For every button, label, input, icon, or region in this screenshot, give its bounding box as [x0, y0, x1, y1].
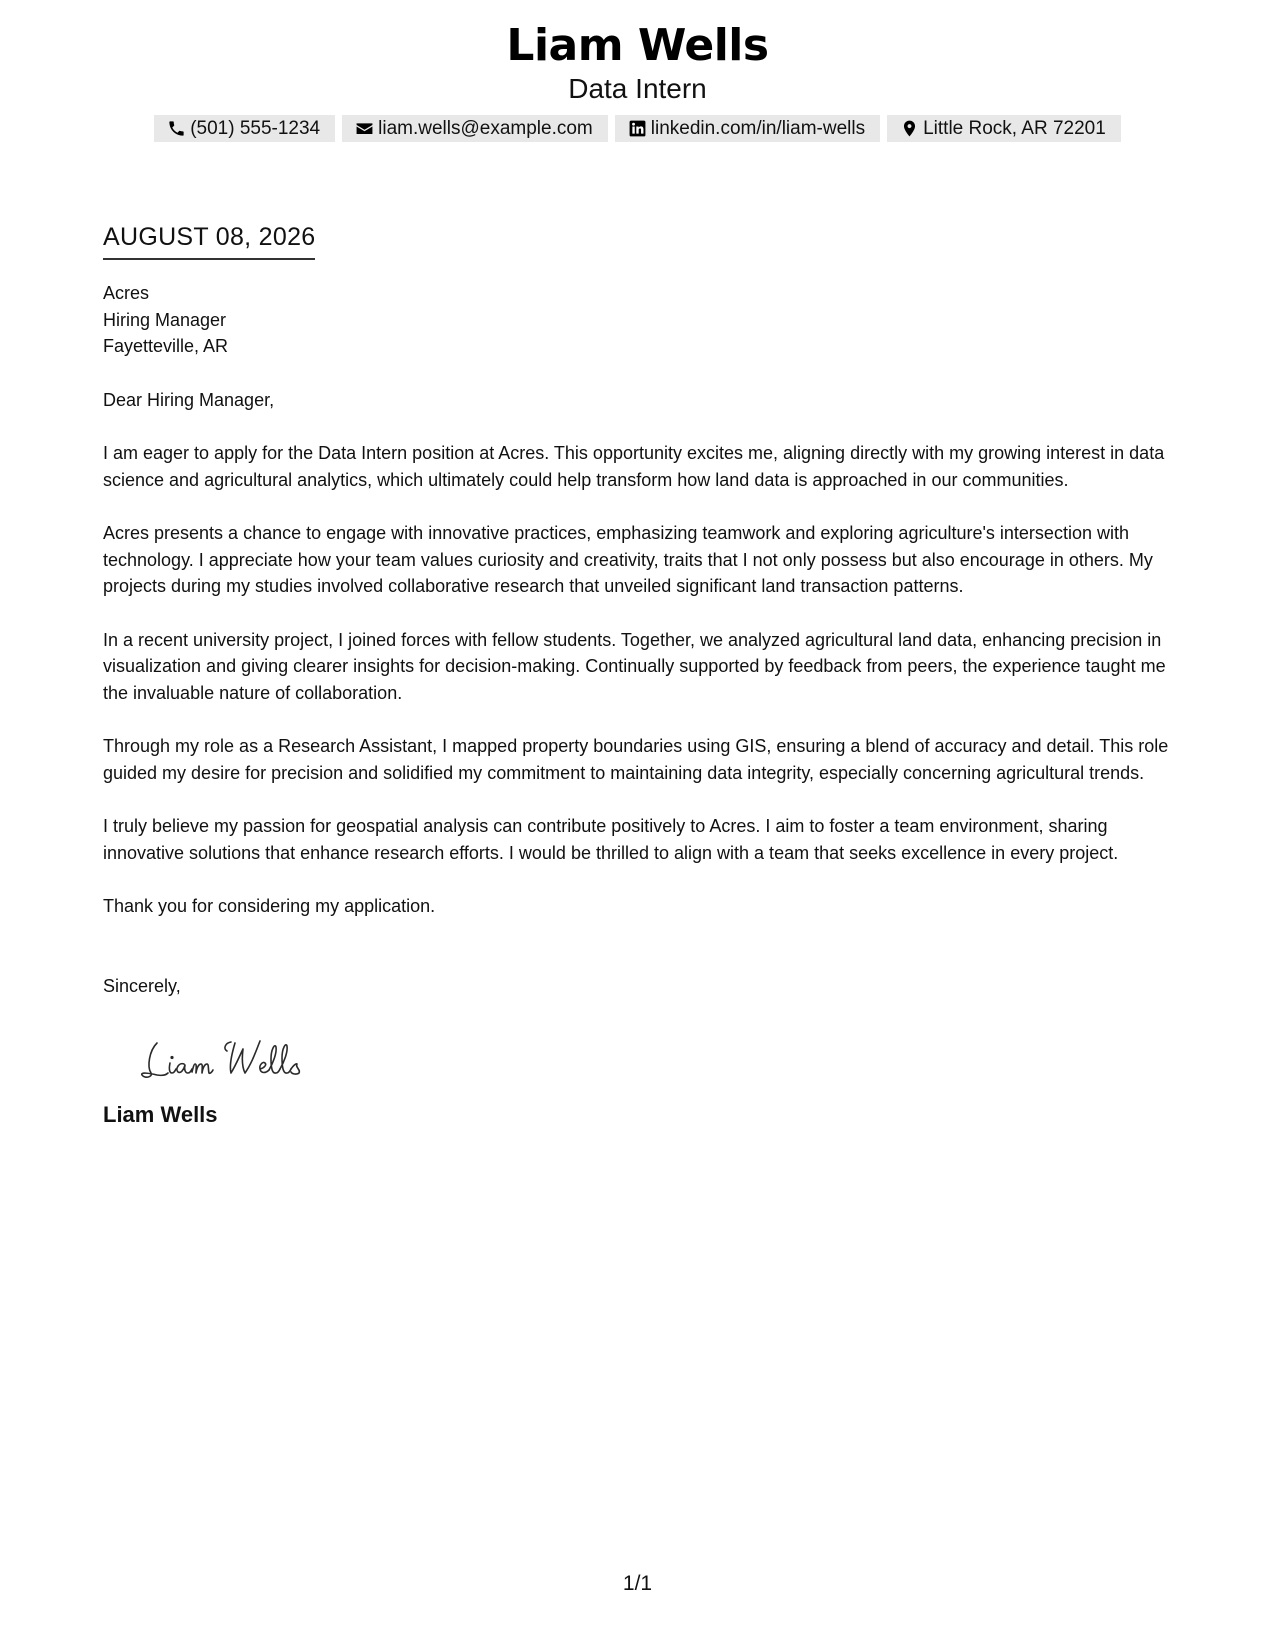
letter-body: [103, 222, 1183, 1129]
recipient-title: Hiring Manager: [103, 309, 227, 330]
contact-phone[interactable]: [154, 115, 335, 142]
signed-name: Liam Wells: [103, 1102, 218, 1127]
salutation: Dear Hiring Manager,: [103, 389, 275, 410]
letter-date: AUGUST 08, 2026: [103, 222, 315, 260]
page-number: 1/1: [622, 1572, 653, 1595]
contact-location[interactable]: [887, 115, 1121, 142]
paragraph-intro: I am eager to apply for the Data Intern position at Acres. This opportunity excites me, aligning directly with my growing interest in data science and agricultural analytics, which ultimately could help transform how land data is approached in our communities.: [103, 443, 1165, 490]
recipient-company: Acres: [103, 283, 150, 303]
contact-phone-text: (501) 555-1234: [190, 117, 321, 139]
envelope-icon: [355, 119, 374, 138]
map-pin-icon: [900, 119, 919, 138]
phone-icon: [167, 119, 186, 138]
handwritten-signature: [139, 1029, 339, 1085]
paragraph-research-assistant: Through my role as a Research Assistant, I mapped property boundaries using GIS, ensuring a blend of accuracy and detail. This role guided my desire for precision and solidified my commitment to maintaining data integrity, especially concerning agricultural trends.: [103, 736, 1169, 783]
paragraph-thanks: Thank you for considering my application.: [103, 896, 436, 916]
paragraph-university-project: In a recent university project, I joined forces with fellow students. Together, we analyzed agricultural land data, enhancing precision in visualization and giving clearer insights for decision-making. Continually supported by feedback from peers, the experience taught me the invaluable nature of collaboration.: [103, 629, 1166, 703]
contact-linkedin[interactable]: [615, 115, 880, 142]
applicant-role: Data Intern: [568, 73, 707, 104]
letter-header: [0, 18, 1275, 142]
recipient-block: [103, 280, 1183, 360]
contact-location-text: Little Rock, AR 72201: [923, 117, 1106, 139]
paragraph-company-fit: Acres presents a chance to engage with innovative practices, emphasizing teamwork and exploring agriculture's intersection with technology. I appreciate how your team values curiosity and creativity, traits that I not only possess but also encourage in others. My projects during my studies involved collaborative research that unveiled significant land transaction patterns.: [103, 523, 1153, 596]
recipient-location: Fayetteville, AR: [103, 336, 229, 356]
contact-bar: [0, 115, 1275, 142]
linkedin-icon: [628, 119, 647, 138]
contact-email-text: liam.wells@example.com: [378, 117, 593, 139]
closing: Sincerely,: [103, 975, 181, 996]
contact-linkedin-text: linkedin.com/in/liam-wells: [650, 117, 866, 139]
contact-email[interactable]: [342, 115, 608, 142]
paragraph-passion: I truly believe my passion for geospatial analysis can contribute positively to Acres. I aim to foster a team environment, sharing innovative solutions that enhance research efforts. I would be thrilled to align with a team that seeks excellence in every project.: [103, 816, 1119, 863]
applicant-name: Liam Wells: [506, 20, 769, 71]
